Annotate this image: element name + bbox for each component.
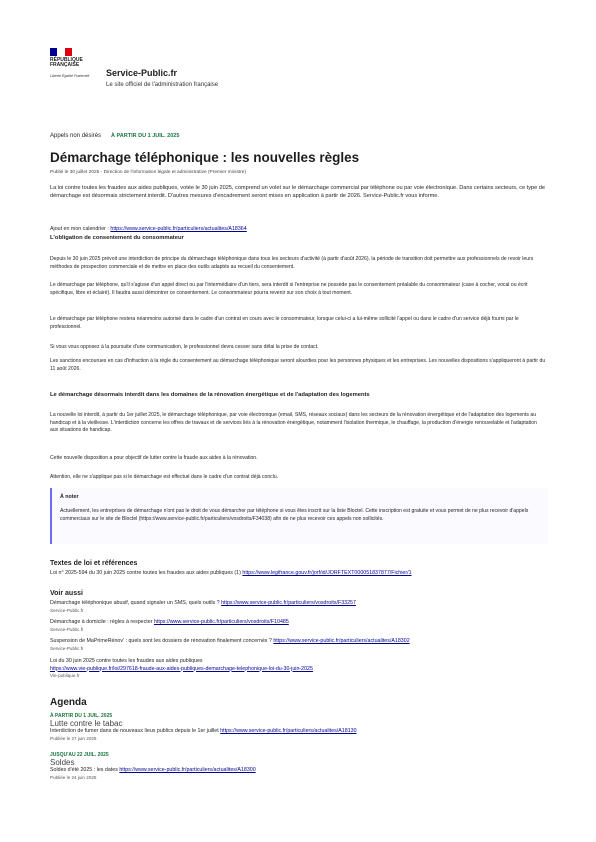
section-consent-title: L'obligation de consentement du consommateur <box>50 235 184 241</box>
article-category: Appels non désirés <box>50 133 102 139</box>
agenda-event-link[interactable]: https://www.service-public.fr/particuliers/actualites/A18300 <box>119 767 256 773</box>
see-also-item <box>50 638 546 652</box>
section-renovation-p2: Cette nouvelle disposition a pour objectif de lutter contre la fraude aux aides à la rénovation. <box>50 455 258 461</box>
refs-title: Textes de loi et références <box>50 560 138 567</box>
see-also-source: Service-Public.fr <box>50 645 84 651</box>
refs-law-link[interactable]: https://www.legifrance.gouv.fr/jorf/id/JORFTEXT000051837877/Fichier/1 <box>242 570 412 576</box>
calendar-note-link[interactable]: https://www.service-public.fr/particuliers/actualites/A18364 <box>110 226 247 232</box>
see-also-link[interactable]: https://www.service-public.fr/particuliers/vosdroits/F10485 <box>153 619 289 625</box>
calendar-note-text: Ajout en mon calendrier <box>50 226 106 232</box>
page-title: Démarchage téléphonique : les nouvelles règles <box>50 150 360 165</box>
agenda-event-name: Lutte contre le tabac <box>50 719 123 728</box>
see-also-text: Loi du 30 juin 2025 contre toutes les fraudes aux aides publiques <box>50 658 203 664</box>
site-header <box>50 48 550 98</box>
refs-law-text: Loi n° 2025-594 du 30 juin 2025 contre toutes les fraudes aux aides publiques (1) <box>50 570 241 576</box>
article-breadcrumb <box>50 133 546 139</box>
section-renovation-title: Le démarchage désormais interdit dans les domaines de la rénovation énergétique et de l'adaptation des logements <box>50 392 370 398</box>
see-also-item <box>50 600 546 614</box>
agenda-event <box>50 752 546 781</box>
agenda-event-published: Publiée le 24 juin 2025 <box>50 774 97 780</box>
note-box-label: À noter <box>60 494 79 500</box>
agenda-event-name: Soldes <box>50 758 75 767</box>
section-consent-p2: Le démarchage par téléphone, qu'il s'agisse d'un appel direct ou par l'intermédiaire d'un tiers, sera interdit si l'entreprise ne possède pas le consentement préalable du consommateur (case à cocher, vocal ou écrit spécifique, libre et éclairé). Il faudra aussi démontrer ce consentement. Le consommateur pourra revenir sur son choix à tout moment. <box>50 282 528 296</box>
see-also-item <box>50 619 546 633</box>
agenda-event-tag: À PARTIR DU 1 JUIL. 2025 <box>50 713 113 719</box>
agenda-event <box>50 713 546 742</box>
see-also-text: Suspension de MaPrimeRénov' : quels sont les dossiers de rénovation finalement concernés ? <box>50 638 272 644</box>
agenda-event-desc: Soldes d'été 2025 : les dates <box>50 767 118 773</box>
see-also-item <box>50 658 546 679</box>
see-also-source: Service-Public.fr <box>50 626 84 632</box>
agenda-title: Agenda <box>50 697 87 708</box>
calendar-note: Ajout en mon calendrier : https://www.service-public.fr/particuliers/actualites/A18364 <box>50 226 247 232</box>
see-also-text: Démarchage téléphonique abusif, quand signaler un SMS, quels outils ? <box>50 600 220 606</box>
note-box <box>50 488 548 544</box>
section-renovation-p1: La nouvelle loi interdit, à partir du 1er juillet 2025, le démarchage téléphonique, par voie électronique (email, SMS, réseaux sociaux) dans les secteurs de la rénovation énergétique et de l'adaptation des logements au handicap et à la vieillesse. L'interdiction concerne les offres de travaux et de services liés à la rénovation énergétique, notamment l'isolation thermique, le chauffage, la production d'énergie renouvelable et l'adaptation aux situations de handicap. <box>50 412 537 434</box>
republic-label: RÉPUBLIQUE FRANÇAISE <box>50 57 83 69</box>
see-also-source: Vie-publique.fr <box>50 673 80 679</box>
agenda-event-published: Publiée le 27 juin 2025 <box>50 735 97 741</box>
note-box-text: Actuellement, les entreprises de démarchage n'ont pas le droit de vous démarcher par téléphone si vous êtes inscrit sur la liste Bloctel. Cette inscription est gratuite et vous permet de ne plus recevoir d'appels commerciaux sur le site de Bloctel (https://www.service-public.fr/particuliers/vosdroits/F34038) afin de ne plus recevoir ces appels non sollicités. <box>60 508 529 522</box>
section-renovation-p3: Attention, elle ne s'applique pas si le démarchage est effectué dans le cadre d'un contrat déjà conclu. <box>50 474 279 480</box>
see-also-link[interactable]: https://www.service-public.fr/particuliers/vosdroits/F33257 <box>221 600 356 606</box>
section-consent-p4: Si vous vous opposez à la poursuite d'une communication, le professionnel devra cesser sans délai la prise de contact. <box>50 344 319 350</box>
site-tagline: Le site officiel de l'administration française <box>106 82 219 88</box>
section-consent-p5: Les sanctions encourues en cas d'infraction à la règle du consentement au démarchage téléphonique seront alourdies pour les personnes physiques et les entreprises. Les nouvelles dispositions s'appliqueront à partir du 11 août 2026. <box>50 358 546 372</box>
agenda-event-desc: Interdiction de fumer dans de nouveaux lieux publics depuis le 1er juillet <box>50 728 219 734</box>
site-name[interactable]: Service-Public.fr <box>106 68 178 78</box>
article-meta: Publié le 30 juillet 2025 - Direction de l'information légale et administrative (Premier ministre) <box>50 170 247 175</box>
refs-law <box>50 570 546 578</box>
see-also-link[interactable]: https://www.service-public.fr/particuliers/actualites/A18302 <box>273 638 410 644</box>
article-date-tag: À PARTIR DU 1 JUIL. 2025 <box>111 133 180 139</box>
see-also-source: Service-Public.fr <box>50 607 84 613</box>
section-consent-p3: Le démarchage par téléphone restera néanmoins autorisé dans le cadre d'un contrat en cours avec le consommateur, lorsque celui-ci a lui-même sollicité l'appel ou dans le cadre d'un service déjà fourni par le professionnel. <box>50 316 519 330</box>
see-also-text: Démarchage à domicile : règles à respecter <box>50 619 153 625</box>
section-consent-p1: Depuis le 30 juin 2025 prévoit une interdiction de principe du démarchage téléphonique dans tous les secteurs d'activité (à partir d'août 2026), la période de transition doit permettre aux professionnels de revoir leurs méthodes de prospection commerciale et de mettre en place des outils adaptés au recueil du consentement. <box>50 256 534 270</box>
marianne-logo <box>50 48 72 56</box>
see-also-title: Voir aussi <box>50 590 83 597</box>
see-also-link[interactable]: https://www.vie-publique.fr/loi/297618-fraude-aux-aides-publiques-demarchage-telephonique-loi-du-30-juin-2025 <box>50 665 313 672</box>
agenda-event-link[interactable]: https://www.service-public.fr/particuliers/actualites/A18130 <box>220 728 357 734</box>
article-lead: La loi contre toutes les fraudes aux aides publiques, votée le 30 juin 2025, comprend un volet sur le démarchage commercial par téléphone ou par voie électronique. Dans certains secteurs, ce type de démarchage est désormais strictement interdit. D'autres mesures d'encadrement seront mises en application à partir de 2026. Service-Public.fr vous informe. <box>50 185 546 199</box>
agenda-event-tag: JUSQU'AU 22 JUIL. 2025 <box>50 752 109 758</box>
republic-motto: Liberté Égalité Fraternité <box>50 74 90 78</box>
